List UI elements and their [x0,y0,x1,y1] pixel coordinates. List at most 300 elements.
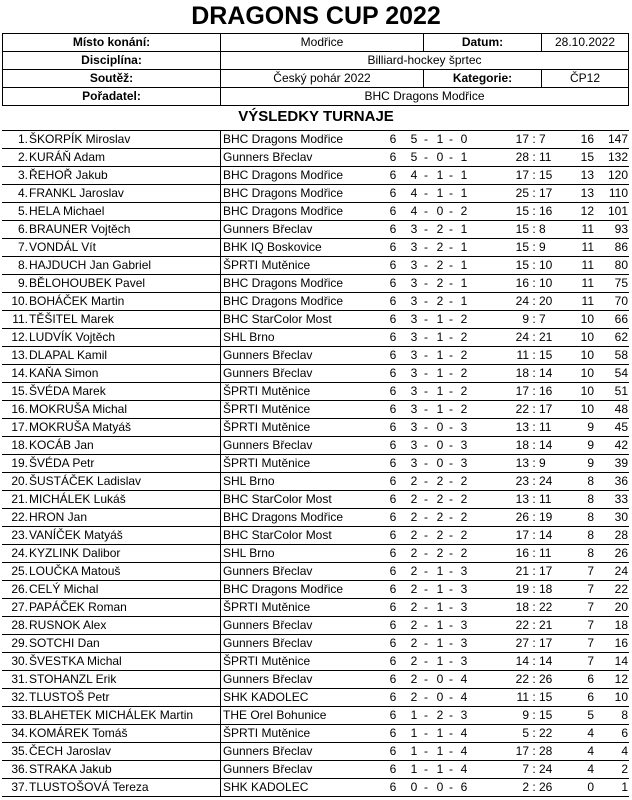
goals-against: 18 [539,582,553,596]
losses: 1 [460,240,468,254]
wins: 1 [410,726,418,740]
goals-against: 11 [539,546,552,560]
wins: 2 [410,528,418,542]
club-name: Gunners Břeclav [220,743,312,760]
club-name: Gunners Břeclav [220,635,312,652]
games-played: 6 [389,258,397,272]
table-row [2,328,629,346]
separator: - [424,672,428,686]
losses: 2 [460,402,468,416]
separator: - [424,618,428,632]
score-colon: : [532,276,536,290]
ranking-score: 70 [614,294,628,308]
separator: - [449,456,453,470]
ranking-score: 86 [614,240,628,254]
separator: - [424,132,428,146]
draws: 0 [436,204,444,218]
rank-cell: 10. [11,294,28,308]
rank-cell: 18. [11,438,28,452]
separator: - [449,546,453,560]
rank-cell: 9. [17,276,28,290]
separator: - [449,762,453,776]
score-colon: : [532,582,536,596]
losses: 6 [460,780,468,794]
losses: 3 [460,618,468,632]
separator: - [449,636,453,650]
points: 5 [587,708,594,722]
table-row [2,184,629,202]
wins: 3 [410,456,418,470]
table-row [2,760,629,778]
ranking-score: 80 [614,258,628,272]
player-name: BLAHETEK MICHÁLEK Martin [29,708,194,722]
club-name: SHK KADOLEC [220,689,308,706]
table-row [2,670,629,688]
ranking-score: 24 [614,564,628,578]
ranking-score: 48 [614,402,628,416]
goals-for: 18 [515,438,529,452]
goals-against: 15 [539,168,553,182]
draws: 0 [436,420,444,434]
score-colon: : [532,672,536,686]
separator: - [449,222,453,236]
wins: 3 [410,420,418,434]
games-played: 6 [389,618,397,632]
date-label: Datum: [423,34,541,51]
games-played: 6 [389,276,397,290]
player-name: PAPÁČEK Roman [29,600,127,614]
games-played: 6 [389,564,397,578]
goals-for: 17 [515,168,529,182]
goals-against: 11 [539,492,552,506]
goals-for: 5 [522,726,529,740]
points: 10 [580,330,594,344]
separator: - [424,492,428,506]
goals-for: 16 [515,546,529,560]
player-name: FRANKL Jaroslav [29,186,124,200]
separator: - [424,762,428,776]
separator: - [449,132,453,146]
goals-against: 10 [539,258,553,272]
draws: 2 [436,258,444,272]
goals-against: 8 [539,222,546,236]
draws: 2 [436,294,444,308]
separator: - [424,330,428,344]
score-colon: : [532,168,536,182]
losses: 3 [460,438,468,452]
wins: 2 [410,492,418,506]
player-name: VANÍČEK Matyáš [29,528,123,542]
separator: - [424,510,428,524]
rank-cell: 8. [17,258,28,272]
goals-against: 14 [539,528,553,542]
table-row [2,346,629,364]
separator: - [424,312,428,326]
player-name: ŠVESTKA Michal [29,654,122,668]
games-played: 6 [389,420,397,434]
separator: - [449,402,453,416]
goals-for: 25 [515,186,529,200]
wins: 3 [410,438,418,452]
losses: 3 [460,564,468,578]
losses: 3 [460,582,468,596]
club-name: ŠPRTI Mutěnice [220,599,310,616]
separator: - [449,726,453,740]
losses: 1 [460,168,468,182]
draws: 1 [436,132,444,146]
club-name: Gunners Břeclav [220,365,312,382]
score-colon: : [532,618,536,632]
losses: 1 [460,186,468,200]
rank-cell: 31. [11,672,28,686]
wins: 3 [410,348,418,362]
player-name: BOHÁČEK Martin [29,294,125,308]
losses: 1 [460,258,468,272]
goals-for: 7 [522,762,529,776]
table-row [2,652,629,670]
games-played: 6 [389,600,397,614]
info-row-venue [2,33,629,51]
rank-cell: 26. [11,582,28,596]
player-name: BĚLOHOUBEK Pavel [29,276,146,290]
wins: 3 [410,276,418,290]
separator: - [424,240,428,254]
points: 6 [587,672,594,686]
separator: - [449,366,453,380]
table-row [2,490,629,508]
separator: - [449,384,453,398]
player-name: TLUSTOŠ Petr [29,690,110,704]
games-played: 6 [389,222,397,236]
games-played: 6 [389,474,397,488]
separator: - [449,780,453,794]
goals-for: 21 [515,564,529,578]
losses: 4 [460,690,468,704]
losses: 0 [460,132,468,146]
losses: 3 [460,636,468,650]
goals-for: 11 [516,690,529,704]
player-name: ŠVÉDA Petr [29,456,95,470]
club-name: BHC Dragons Modřice [220,185,343,202]
losses: 3 [460,600,468,614]
goals-against: 21 [539,330,553,344]
separator: - [424,276,428,290]
rank-cell: 5. [17,204,28,218]
organizer-value: BHC Dragons Modřice [220,88,629,105]
points: 8 [587,546,594,560]
points: 7 [587,636,594,650]
losses: 2 [460,312,468,326]
score-colon: : [532,726,536,740]
score-colon: : [532,330,536,344]
goals-against: 14 [539,654,553,668]
player-name: KOCÁB Jan [29,438,94,452]
separator: - [424,600,428,614]
ranking-score: 62 [614,330,628,344]
player-name: STRAKA Jakub [29,762,112,776]
rank-cell: 14. [11,366,28,380]
score-colon: : [532,222,536,236]
wins: 2 [410,690,418,704]
club-name: BHC Dragons Modřice [220,167,343,184]
separator: - [449,150,453,164]
player-name: HELA Michael [29,204,105,218]
score-colon: : [532,312,536,326]
ranking-score: 75 [614,276,628,290]
wins: 4 [410,204,418,218]
results-heading: VÝSLEDKY TURNAJE [238,108,394,125]
separator: - [449,528,453,542]
points: 10 [580,312,594,326]
rank-cell: 33. [11,708,28,722]
points: 7 [587,564,594,578]
goals-for: 24 [515,330,529,344]
ranking-score: 66 [614,312,628,326]
games-played: 6 [389,510,397,524]
goals-for: 15 [515,204,529,218]
competition-label: Soutěž: [2,70,220,87]
separator: - [424,636,428,650]
ranking-score: 54 [614,366,628,380]
player-name: MOKRUŠA Michal [29,402,128,416]
ranking-score: 12 [614,672,628,686]
draws: 2 [436,222,444,236]
separator: - [449,186,453,200]
goals-for: 22 [515,672,529,686]
ranking-score: 39 [614,456,628,470]
goals-against: 26 [539,672,553,686]
table-row [2,544,629,562]
score-colon: : [532,456,536,470]
club-name: Gunners Břeclav [220,437,312,454]
goals-for: 15 [515,222,529,236]
points: 9 [587,438,594,452]
draws: 2 [436,708,444,722]
games-played: 6 [389,186,397,200]
wins: 0 [410,780,418,794]
table-row [2,778,629,797]
club-name: BHC StarColor Most [220,527,332,544]
separator: - [449,744,453,758]
score-colon: : [532,150,536,164]
category-value: ČP12 [541,70,629,87]
table-row [2,400,629,418]
goals-for: 22 [515,618,529,632]
separator: - [424,222,428,236]
table-row [2,130,629,148]
table-row [2,688,629,706]
table-row [2,742,629,760]
rank-cell: 28. [11,618,28,632]
player-name: KURÁŇ Adam [29,150,106,164]
separator: - [424,654,428,668]
wins: 2 [410,600,418,614]
ranking-score: 8 [621,708,628,722]
score-colon: : [532,510,536,524]
games-played: 6 [389,672,397,686]
goals-against: 22 [539,726,553,740]
goals-against: 14 [539,438,553,452]
goals-against: 10 [539,276,553,290]
goals-against: 14 [539,366,553,380]
ranking-score: 58 [614,348,628,362]
draws: 1 [436,348,444,362]
club-name: THE Orel Bohunice [220,707,326,724]
points: 8 [587,474,594,488]
ranking-score: 22 [614,582,628,596]
competition-value: Český pohár 2022 [220,70,423,87]
player-name: CELÝ Michal [29,582,99,596]
points: 15 [580,150,594,164]
goals-for: 15 [515,258,529,272]
separator: - [449,258,453,272]
score-colon: : [532,366,536,380]
table-row [2,418,629,436]
ranking-score: 101 [607,204,628,218]
discipline-value: Billiard-hockey šprtec [220,52,629,69]
score-colon: : [532,492,536,506]
games-played: 6 [389,492,397,506]
losses: 3 [460,708,468,722]
player-name: LOUČKA Matouš [29,564,121,578]
goals-against: 28 [539,744,553,758]
player-name: KYZLINK Dalibor [29,546,121,560]
club-name: BHC Dragons Modřice [220,509,343,526]
games-played: 6 [389,528,397,542]
games-played: 6 [389,132,397,146]
wins: 1 [410,708,418,722]
draws: 0 [436,690,444,704]
separator: - [424,456,428,470]
club-name: Gunners Břeclav [220,761,312,778]
player-name: KAŇA Simon [29,366,99,380]
score-colon: : [532,348,536,362]
points: 10 [580,366,594,380]
games-played: 6 [389,294,397,308]
goals-for: 16 [515,276,529,290]
results-table [2,130,629,797]
separator: - [449,492,453,506]
separator: - [424,258,428,272]
ranking-score: 2 [621,762,628,776]
venue-label: Místo konání: [2,34,220,51]
table-row [2,382,629,400]
games-played: 6 [389,636,397,650]
games-played: 6 [389,204,397,218]
games-played: 6 [389,384,397,398]
goals-for: 9 [522,312,529,326]
games-played: 6 [389,366,397,380]
wins: 5 [410,150,418,164]
club-name: BHC Dragons Modřice [220,131,343,148]
discipline-label: Disciplína: [2,52,220,69]
wins: 2 [410,564,418,578]
games-played: 6 [389,654,397,668]
table-row [2,580,629,598]
points: 7 [587,582,594,596]
score-colon: : [532,564,536,578]
draws: 0 [436,780,444,794]
games-played: 6 [389,150,397,164]
points: 10 [580,402,594,416]
score-colon: : [532,420,536,434]
goals-against: 16 [539,204,553,218]
player-name: VONDÁL Vít [29,240,96,254]
games-played: 6 [389,348,397,362]
wins: 2 [410,582,418,596]
games-played: 6 [389,456,397,470]
separator: - [424,744,428,758]
losses: 2 [460,510,468,524]
club-name: BHC Dragons Modřice [220,581,343,598]
club-name: ŠPRTI Mutěnice [220,419,310,436]
score-colon: : [532,762,536,776]
score-colon: : [532,690,536,704]
points: 8 [587,528,594,542]
draws: 1 [436,654,444,668]
separator: - [449,600,453,614]
draws: 1 [436,330,444,344]
rank-cell: 25. [11,564,28,578]
info-row-organizer [2,87,629,106]
goals-against: 17 [539,186,553,200]
separator: - [424,204,428,218]
points: 10 [580,348,594,362]
ranking-score: 45 [614,420,628,434]
rank-cell: 34. [11,726,28,740]
score-colon: : [532,384,536,398]
table-row [2,508,629,526]
player-name: TLUSTOŠOVÁ Tereza [29,780,149,794]
rank-cell: 29. [11,636,28,650]
ranking-score: 28 [614,528,628,542]
points: 4 [587,744,594,758]
separator: - [424,780,428,794]
separator: - [449,618,453,632]
games-played: 6 [389,708,397,722]
ranking-score: 20 [614,600,628,614]
separator: - [424,348,428,362]
wins: 3 [410,366,418,380]
rank-cell: 36. [11,762,28,776]
rank-cell: 20. [11,474,28,488]
ranking-score: 1 [621,780,628,794]
games-played: 6 [389,762,397,776]
ranking-score: 4 [621,744,628,758]
club-name: BHK IQ Boskovice [220,239,322,256]
losses: 1 [460,150,468,164]
table-row [2,436,629,454]
club-name: Gunners Břeclav [220,617,312,634]
wins: 2 [410,636,418,650]
wins: 2 [410,510,418,524]
score-colon: : [532,636,536,650]
draws: 1 [436,564,444,578]
category-label: Kategorie: [423,70,541,87]
draws: 1 [436,402,444,416]
draws: 1 [436,600,444,614]
losses: 2 [460,384,468,398]
goals-for: 22 [515,402,529,416]
separator: - [424,528,428,542]
player-name: ŘEHOŘ Jakub [29,168,108,182]
rank-cell: 13. [11,348,28,362]
goals-for: 17 [515,384,529,398]
goals-against: 24 [539,762,553,776]
player-name: HRON Jan [29,510,88,524]
points: 7 [587,654,594,668]
player-name: MICHÁLEK Lukáš [29,492,126,506]
